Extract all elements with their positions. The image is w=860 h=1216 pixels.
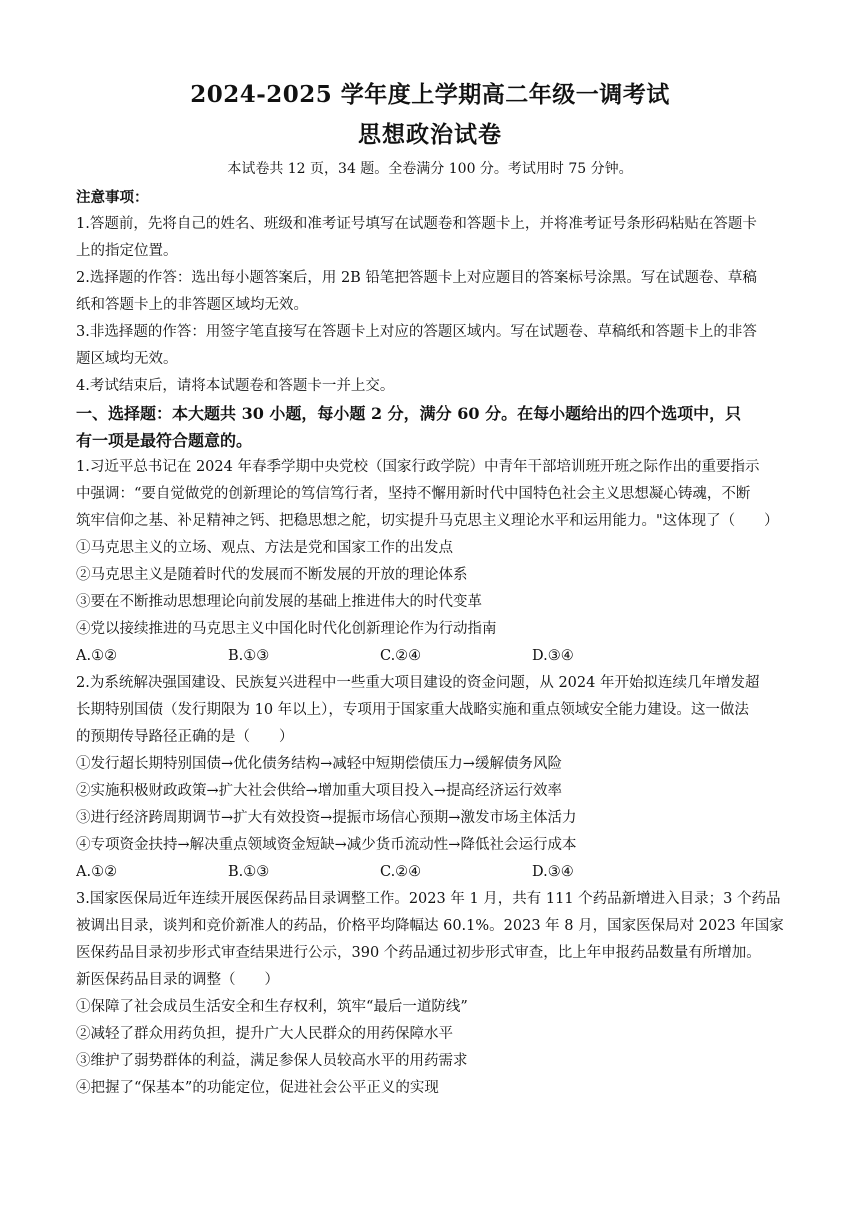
question-1	[76, 454, 788, 670]
statement-item: ②实施积极财政政策→扩大社会供给→增加重大项目投入→提高经济运行效率	[76, 783, 562, 799]
option-d: D.③④	[532, 648, 574, 664]
notice-line: 1.答题前，先将自己的姓名、班级和准考证号填写在试题卷和答题卡上，并将准考证号条形码粘贴在答题卡	[76, 216, 757, 232]
question-stem: 1.习近平总书记在 2024 年春季学期中央党校（国家行政学院）中青年干部培训班开班之际作出的重要指示	[76, 459, 760, 475]
notice-line: 3.非选择题的作答：用签字笔直接写在答题卡上对应的答题区域内。写在试题卷、草稿纸和答题卡上的非答	[76, 324, 757, 340]
option-b: B.①③	[228, 648, 270, 664]
question-stem: 长期特别国债（发行期限为 10 年以上），专项用于国家重大战略实施和重点领域安全能力建设。这一做法	[76, 702, 749, 718]
statement-item: ②马克思主义是随着时代的发展而不断发展的开放的理论体系	[76, 567, 468, 583]
notice-line: 2.选择题的作答：选出每小题答案后，用 2B 铅笔把答题卡上对应题目的答案标号涂黑。写在试题卷、草稿	[76, 270, 757, 286]
statement-item: ①马克思主义的立场、观点、方法是党和国家工作的出发点	[76, 540, 453, 556]
statement-item: ①保障了社会成员生活安全和生存权利，筑牢“最后一道防线”	[76, 999, 468, 1015]
option-c: C.②④	[380, 648, 422, 664]
notice-line: 上的指定位置。	[76, 243, 178, 259]
question-stem: 中强调：“要自觉做党的创新理论的笃信笃行者，坚持不懈用新时代中国特色社会主义思想凝心铸魂，不断	[76, 486, 751, 502]
statement-item: ④党以接续推进的马克思主义中国化时代化创新理论作为行动指南	[76, 621, 497, 637]
option-b: B.①③	[228, 864, 270, 880]
option-d: D.③④	[532, 864, 574, 880]
question-stem: 3.国家医保局近年连续开展医保药品目录调整工作。2023 年 1 月，共有 111 个药品新增进入目录；3 个药品	[76, 891, 781, 907]
notice-heading: 注意事项：	[76, 189, 149, 206]
question-stem: 2.为系统解决强国建设、民族复兴进程中一些重大项目建设的资金问题，从 2024 年开始拟连续几年增发超	[76, 675, 760, 691]
question-stem: 的预期传导路径正确的是（ ）	[76, 729, 294, 745]
answer-options	[76, 859, 788, 886]
section-heading: 一、选择题：本大题共 30 小题，每小题 2 分，满分 60 分。在每小题给出的四个选项中，只	[76, 404, 742, 423]
statement-item: ④专项资金扶持→解决重点领域资金短缺→减少货币流动性→降低社会运行成本	[76, 837, 577, 853]
statement-item: ③进行经济跨周期调节→扩大有效投资→提振市场信心预期→激发市场主体活力	[76, 810, 577, 826]
paper-subject-title: 思想政治试卷	[358, 121, 502, 148]
answer-options	[76, 643, 788, 670]
statement-item: ③要在不断推动思想理论向前发展的基础上推进伟大的时代变革	[76, 594, 482, 610]
exam-content	[76, 184, 788, 1102]
exam-info: 本试卷共 12 页，34 题。全卷满分 100 分。考试用时 75 分钟。	[227, 161, 633, 177]
option-c: C.②④	[380, 864, 422, 880]
option-a: A.①②	[76, 864, 118, 880]
statement-item: ①发行超长期特别国债→优化债务结构→减轻中短期偿债压力→缓解债务风险	[76, 756, 562, 772]
question-stem: 医保药品目录初步形式审查结果进行公示，390 个药品通过初步形式审查，比上年申报药品数量有所增加。	[76, 945, 761, 961]
question-stem: 被调出目录，谈判和竞价新准人的药品，价格平均降幅达 60.1%。2023 年 8 月，国家医保局对 2023 年国家	[76, 918, 784, 934]
notice-line: 纸和答题卡上的非答题区域均无效。	[76, 297, 308, 313]
option-a: A.①②	[76, 648, 118, 664]
section-heading: 有一项是最符合题意的。	[76, 431, 253, 450]
statement-item: ④把握了“保基本”的功能定位，促进社会公平正义的实现	[76, 1080, 439, 1096]
exam-title: 2024-2025 学年度上学期高二年级一调考试	[190, 81, 670, 108]
question-3	[76, 886, 788, 1102]
question-2	[76, 670, 788, 886]
statement-item: ③维护了弱势群体的利益，满足参保人员较高水平的用药需求	[76, 1053, 468, 1069]
statement-item: ②减轻了群众用药负担，提升广大人民群众的用药保障水平	[76, 1026, 453, 1042]
notice-line: 题区域均无效。	[76, 351, 178, 367]
notice-line: 4.考试结束后，请将本试题卷和答题卡一并上交。	[76, 378, 395, 394]
question-stem: 筑牢信仰之基、补足精神之钙、把稳思想之舵，切实提升马克思主义理论水平和运用能力。"这体现了（ ）	[76, 513, 779, 529]
question-stem: 新医保药品目录的调整（ ）	[76, 972, 279, 988]
